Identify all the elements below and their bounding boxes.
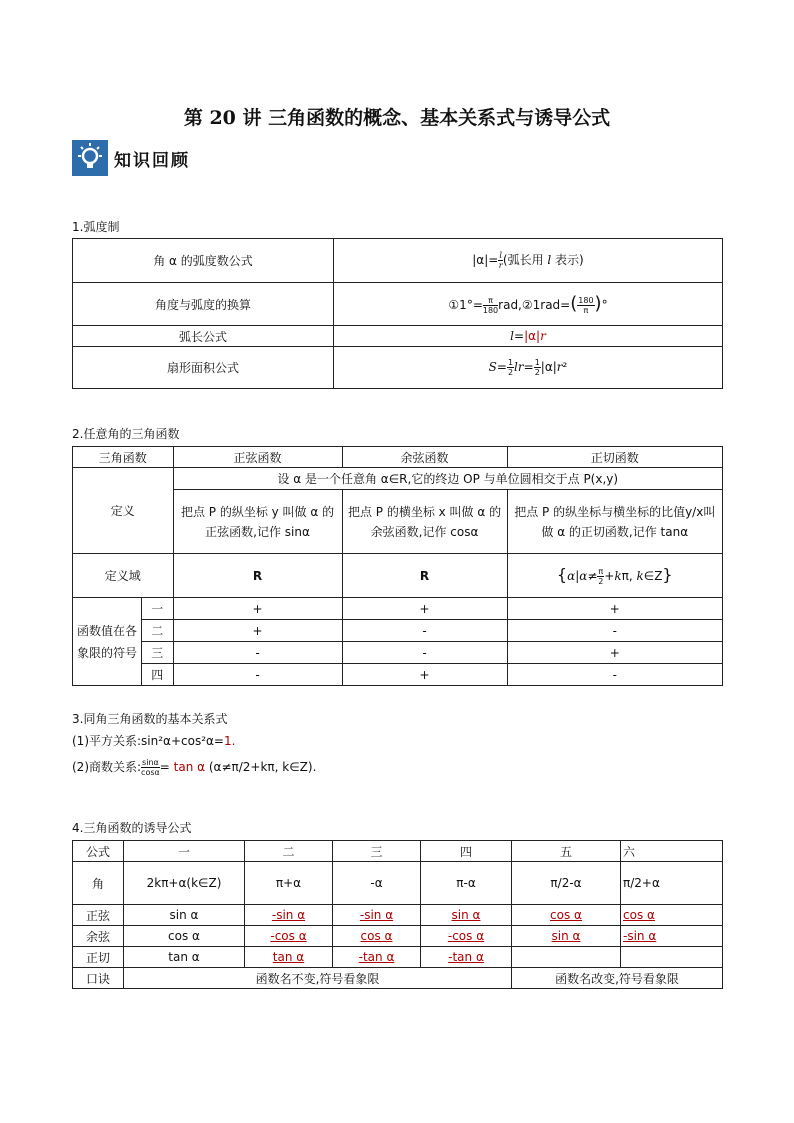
- table-row: [73, 239, 723, 283]
- cell: -sin α: [359, 908, 394, 922]
- square-relation-text: (1)平方关系:sin²α+cos²α=: [72, 734, 224, 748]
- row-label: 弧长公式: [73, 326, 334, 347]
- mnemonic-right: 函数名改变,符号看象限: [512, 968, 723, 989]
- cell: -sin α: [271, 908, 306, 922]
- col-header: 公式: [73, 841, 124, 862]
- angle: π-α: [421, 862, 512, 905]
- cell: -tan α: [448, 950, 484, 964]
- cell: -tan α: [358, 950, 395, 964]
- table-row: [73, 642, 723, 664]
- radian-table: [72, 238, 723, 389]
- conversion-formula: ①1°= $\frac{\pi}{180}$ rad,②1rad=( $\frac{180}{\pi}$ )°: [334, 283, 723, 326]
- sign: +: [173, 620, 342, 642]
- sign: -: [173, 664, 342, 686]
- table-row: [73, 620, 723, 642]
- quotient-relation: (2)商数关系: $\frac{\sin\alpha}{\cos\alpha}$ = tan α (α≠π/2+kπ, k∈Z).: [72, 758, 317, 777]
- cell: sin α: [124, 905, 245, 926]
- row-label: 角度与弧度的换算: [73, 283, 334, 326]
- square-relation-value: 1.: [223, 734, 236, 748]
- cell: tan α: [124, 947, 245, 968]
- table-row: [73, 598, 723, 620]
- def-common: 设 α 是一个任意角 α∈R,它的终边 OP 与单位圆相交于点 P(x,y): [173, 468, 722, 490]
- quadrant: 三: [142, 642, 174, 664]
- trig-function-table: [72, 446, 723, 686]
- sign: -: [507, 620, 722, 642]
- domain-cos: R: [342, 554, 507, 598]
- quotient-relation-value: tan α: [173, 760, 206, 774]
- lightbulb-icon: [72, 140, 108, 176]
- table-row: [73, 862, 723, 905]
- domain-tan: {α|α≠ $\frac{\pi}{2}$ +kπ, k∈Z}: [507, 554, 722, 598]
- col-header: 余弦函数: [342, 447, 507, 468]
- angle: π+α: [245, 862, 333, 905]
- section-4-heading: 4.三角函数的诱导公式: [72, 821, 192, 835]
- col-header: 三: [333, 841, 421, 862]
- table-row: [73, 926, 723, 947]
- col-header: 正切函数: [507, 447, 722, 468]
- quotient-relation-text: (2)商数关系:: [72, 760, 142, 774]
- row-label: 余弦: [73, 926, 124, 947]
- table-row: [73, 905, 723, 926]
- domain-sin: R: [173, 554, 342, 598]
- row-label: 扇形面积公式: [73, 347, 334, 389]
- domain-label: 定义域: [73, 554, 174, 598]
- def-sin: 把点 P 的纵坐标 y 叫做 α 的正弦函数,记作 sinα: [173, 490, 342, 554]
- sign: -: [342, 620, 507, 642]
- table-row: [73, 554, 723, 598]
- col-header: 正弦函数: [173, 447, 342, 468]
- cell: -sin α: [623, 929, 657, 943]
- sign: +: [342, 664, 507, 686]
- cell: [621, 947, 723, 968]
- sign: -: [173, 642, 342, 664]
- angle: π/2+α: [621, 862, 723, 905]
- col-header: 一: [124, 841, 245, 862]
- table-row: [73, 841, 723, 862]
- angle: 2kπ+α(k∈Z): [124, 862, 245, 905]
- table-row: [73, 947, 723, 968]
- table-row: [73, 283, 723, 326]
- quotient-condition: (α≠π/2+kπ, k∈Z).: [208, 760, 317, 774]
- row-label: 角: [73, 862, 124, 905]
- row-label: 正弦: [73, 905, 124, 926]
- induction-formula-table: [72, 840, 723, 989]
- sign: +: [507, 642, 722, 664]
- table-row: [73, 968, 723, 989]
- square-relation: [72, 732, 235, 749]
- sign: -: [507, 664, 722, 686]
- table-row: [73, 468, 723, 490]
- col-header: 二: [245, 841, 333, 862]
- cell: cos α: [360, 929, 393, 943]
- row-label: 角 α 的弧度数公式: [73, 239, 334, 283]
- table-row: [73, 447, 723, 468]
- def-tan: 把点 P 的纵坐标与横坐标的比值y/x叫做 α 的正切函数,记作 tanα: [507, 490, 722, 554]
- cell: sin α: [451, 908, 481, 922]
- section-badge: [72, 139, 190, 177]
- quadrant: 二: [142, 620, 174, 642]
- col-header: 四: [421, 841, 512, 862]
- cell: -cos α: [270, 929, 307, 943]
- col-header: 五: [512, 841, 621, 862]
- row-label: 正切: [73, 947, 124, 968]
- sign: +: [173, 598, 342, 620]
- cell: cos α: [623, 908, 655, 922]
- cell: sin α: [551, 929, 581, 943]
- angle: -α: [333, 862, 421, 905]
- section-3-heading: 3.同角三角函数的基本关系式: [72, 712, 228, 726]
- def-cos: 把点 P 的横坐标 x 叫做 α 的余弦函数,记作 cosα: [342, 490, 507, 554]
- table-row: [73, 664, 723, 686]
- quadrant: 四: [142, 664, 174, 686]
- badge-label: 知识回顾: [114, 150, 190, 171]
- def-label: 定义: [73, 468, 174, 554]
- section-1-heading: 1.弧度制: [72, 220, 120, 234]
- angle: π/2-α: [512, 862, 621, 905]
- sign: +: [507, 598, 722, 620]
- cell: tan α: [272, 950, 305, 964]
- sign: +: [342, 598, 507, 620]
- table-row: [73, 347, 723, 389]
- section-2-heading: 2.任意角的三角函数: [72, 427, 180, 441]
- sector-area-formula: S= $\frac{1}{2}$ lr= $\frac{1}{2}$ |α|r²: [334, 347, 723, 389]
- cell: [512, 947, 621, 968]
- page-title: 第 20 讲 三角函数的概念、基本关系式与诱导公式: [183, 107, 611, 129]
- cell: cos α: [550, 908, 582, 922]
- cell: cos α: [124, 926, 245, 947]
- arc-radian-formula: |α|= $\frac{l}{r}$ (弧长用 l 表示): [334, 239, 723, 283]
- sign-label: 函数值在各象限的符号: [73, 598, 142, 686]
- quadrant: 一: [142, 598, 174, 620]
- sign: -: [342, 642, 507, 664]
- mnemonic-left: 函数名不变,符号看象限: [124, 968, 512, 989]
- col-header: 六: [621, 841, 723, 862]
- table-row: [73, 326, 723, 347]
- arc-length-formula: l=|α|r: [334, 326, 723, 347]
- cell: -cos α: [447, 929, 485, 943]
- row-label: 口诀: [73, 968, 124, 989]
- col-header: 三角函数: [73, 447, 174, 468]
